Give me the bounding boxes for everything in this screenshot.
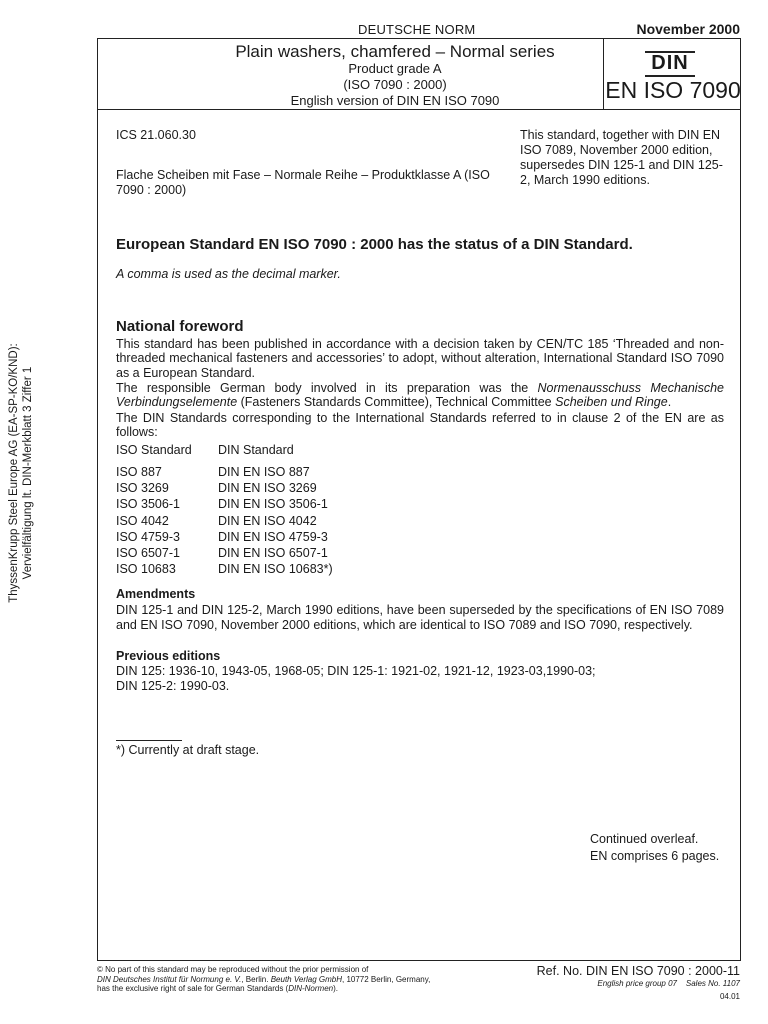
- previous-editions-heading: Previous editions: [116, 649, 221, 663]
- supersedes-note: This standard, together with DIN EN ISO 7089, November 2000 edition, supersedes DIN 125-1 and DIN 125-2, March 1990 editions.: [520, 128, 723, 187]
- iso-cell: ISO 10683: [116, 562, 176, 577]
- copyright-text: ).: [333, 984, 338, 993]
- norm-label: DEUTSCHE NORM: [358, 22, 476, 37]
- price-group: English price group 07: [597, 979, 677, 988]
- iso-cell: ISO 3506-1: [116, 497, 180, 512]
- din-cell: DIN EN ISO 6507-1: [218, 545, 328, 560]
- sidebar-line: ThyssenKrupp Steel Europe AG (EA-SP-KO/KND):: [8, 343, 20, 603]
- copyright-text: has the exclusive right of sale for German Standards (: [97, 984, 289, 993]
- column-header-iso: ISO Standard: [116, 443, 192, 457]
- page-count-line: EN comprises 6 pages.: [590, 849, 720, 863]
- price-group-line: [597, 979, 740, 988]
- din-normen: DIN-Normen: [288, 984, 334, 993]
- previous-editions-text: [116, 664, 724, 694]
- table-row: [116, 496, 333, 512]
- amendments-text: DIN 125-1 and DIN 125-2, March 1990 editions, have been superseded by the specifications of EN ISO 7089 and EN ISO 7090, November 2000 editions, which are identical to ISO 7089 and ISO 7090, respectively.: [116, 603, 724, 632]
- amendments-heading: Amendments: [116, 587, 196, 601]
- status-statement: European Standard EN ISO 7090 : 2000 has the status of a DIN Standard.: [116, 236, 633, 253]
- din-logo: [645, 51, 695, 77]
- iso-cell: ISO 887: [116, 465, 162, 479]
- continuation-note: [590, 831, 719, 865]
- logo-text: DIN: [651, 52, 689, 74]
- german-title: Flache Scheiben mit Fase – Normale Reihe – Produktklasse A (ISO 7090 : 2000): [116, 168, 490, 197]
- national-foreword-heading: National foreword: [116, 318, 244, 335]
- subtitle-line: Product grade A: [348, 61, 442, 76]
- iso-cell: ISO 4759-3: [116, 529, 180, 544]
- table-row: [116, 513, 333, 529]
- table-header-row: [116, 442, 333, 464]
- din-cell: DIN EN ISO 3269: [218, 481, 317, 496]
- foreword-paragraph-3: The DIN Standards corresponding to the International Standards referred to in clause 2 of the EN are as follows:: [116, 411, 724, 440]
- title-block: [200, 42, 590, 109]
- copyright-line: © No part of this standard may be reproduced without the prior permission of: [97, 965, 369, 974]
- p2-end: .: [667, 395, 672, 410]
- table-row: [116, 529, 333, 545]
- publication-date: November 2000: [636, 21, 740, 37]
- footnote: *) Currently at draft stage.: [116, 743, 260, 757]
- document-title: Plain washers, chamfered – Normal series: [235, 42, 555, 61]
- copyright-text: , 10772 Berlin, Germany,: [342, 974, 431, 984]
- din-institute-name: DIN Deutsches Institut für Normung e. V.: [97, 974, 242, 984]
- copyright-notice: [97, 965, 477, 994]
- ics-code: ICS 21.060.30: [116, 128, 196, 142]
- iso-cell: ISO 3269: [116, 481, 169, 496]
- table-row: [116, 545, 333, 561]
- din-cell: DIN EN ISO 10683*): [218, 562, 333, 577]
- iso-cell: ISO 4042: [116, 513, 169, 528]
- copyright-line: [97, 984, 477, 994]
- continued-line: Continued overleaf.: [590, 832, 699, 846]
- table-row: [116, 464, 333, 480]
- copyright-line: [97, 975, 477, 985]
- table-row: [116, 561, 333, 577]
- subtitle-line: (ISO 7090 : 2000): [343, 77, 447, 92]
- sidebar-license-note: [7, 323, 47, 623]
- decimal-marker-note: A comma is used as the decimal marker.: [116, 267, 341, 281]
- previous-editions-line: DIN 125-2: 1990-03.: [116, 679, 230, 693]
- sales-number: Sales No. 1107: [685, 979, 740, 988]
- title-box-divider: [603, 38, 604, 110]
- din-cell: DIN EN ISO 3506-1: [218, 497, 328, 512]
- reference-number: Ref. No. DIN EN ISO 7090 : 2000-11: [536, 964, 740, 978]
- committee-name: Normenausschuss Mechanische Verbindungselemente: [116, 381, 724, 410]
- publisher-name: Beuth Verlag GmbH: [270, 974, 342, 984]
- din-cell: DIN EN ISO 4759-3: [218, 529, 328, 544]
- technical-committee-name: Scheiben und Ringe: [555, 395, 668, 410]
- sidebar-line: Vervielfältigung lt. DIN-Merkblatt 3 Ziffer 1: [22, 366, 34, 580]
- p2-mid: (Fasteners Standards Committee), Technical Committee: [237, 395, 556, 410]
- edition-code: 04.01: [719, 992, 740, 1001]
- standards-table: [116, 442, 333, 577]
- copyright-text: , Berlin.: [241, 974, 271, 984]
- iso-cell: ISO 6507-1: [116, 545, 180, 560]
- subtitle-line: English version of DIN EN ISO 7090: [290, 93, 500, 108]
- foreword-paragraph-2: [116, 381, 724, 410]
- previous-editions-line: DIN 125: 1936-10, 1943-05, 1968-05; DIN 125-1: 1921-02, 1921-12, 1923-03,1990-03;: [116, 664, 596, 678]
- din-cell: DIN EN ISO 887: [218, 465, 310, 479]
- din-cell: DIN EN ISO 4042: [218, 513, 317, 528]
- footnote-rule: [116, 740, 182, 741]
- table-row: [116, 480, 333, 496]
- standard-number: EN ISO 7090: [605, 77, 741, 103]
- p2-start: The responsible German body involved in its preparation was the: [116, 381, 538, 395]
- foreword-paragraph-1: This standard has been published in accordance with a decision taken by CEN/TC 185 ‘Threaded and non-threaded mechanical fasteners and accessories’ to adopt, without alteration, International Standard ISO 7090 as a European Standard.: [116, 337, 724, 380]
- column-header-din: DIN Standard: [218, 443, 294, 457]
